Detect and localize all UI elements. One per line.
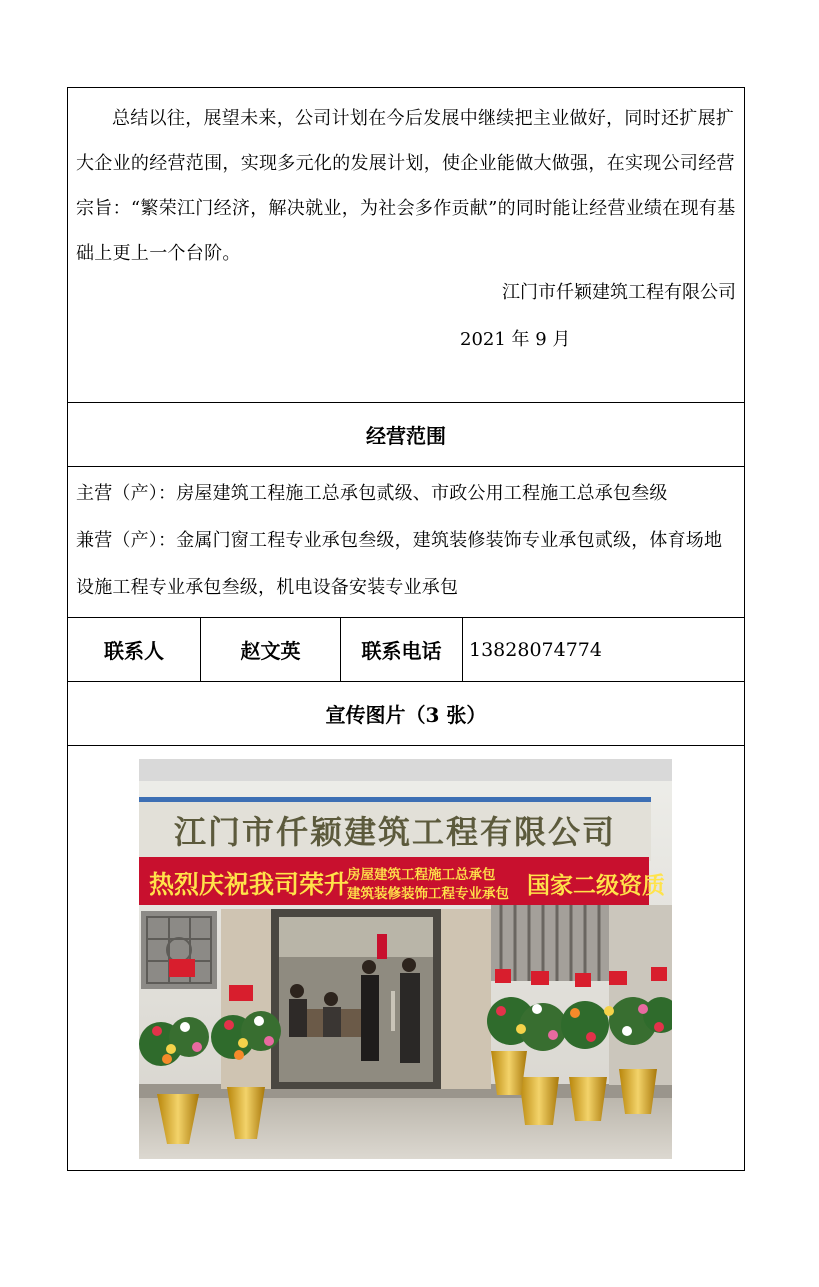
summary-paragraph: 总结以往，展望未来，公司计划在今后发展中继续把主业做好，同时还扩展扩大企业的经营范围，实现多元化的发展计划，使企业能做大做强，在实现公司经营宗旨：“繁荣江门经济，解决就业，为社会多作贡献”的同时能让经营业绩在现有基础上更上一个台阶。	[76, 108, 736, 264]
promo-heading-row	[68, 682, 744, 746]
contact-person-value: 赵文英	[201, 618, 341, 681]
contact-phone-label: 联系电话	[341, 618, 463, 681]
contact-phone-value: 13828074774	[469, 638, 602, 661]
signature-date: 2021 年 9 月	[460, 329, 571, 350]
banner-left-text: 热烈庆祝我司荣升	[149, 870, 350, 899]
storefront-photo	[139, 759, 672, 1159]
contact-row	[68, 618, 744, 682]
scope-content-row	[68, 467, 744, 618]
contact-person-label: 联系人	[68, 618, 201, 681]
company-signature: 江门市仟颖建筑工程有限公司	[502, 282, 736, 303]
sign-text: 江门市仟颖建筑工程有限公司	[173, 813, 617, 851]
banner-mid-text-2: 建筑装修装饰工程专业承包	[347, 886, 509, 902]
promo-heading: 宣传图片（3 张）	[325, 703, 487, 727]
scope-heading-row	[68, 403, 744, 467]
scope-heading: 经营范围	[366, 424, 446, 448]
document-table	[67, 87, 745, 1171]
main-business: 主营（产）：房屋建筑工程施工总承包贰级、市政公用工程施工总承包叁级	[76, 483, 668, 504]
summary-row	[68, 88, 744, 403]
banner-mid-text-1: 房屋建筑工程施工总承包	[347, 867, 496, 883]
banner-right-text: 国家二级资质	[527, 873, 665, 899]
secondary-business: 兼营（产）：金属门窗工程专业承包叁级，建筑装修装饰专业承包贰级，体育场地设施工程专业承包叁级，机电设备安装专业承包	[76, 530, 723, 598]
